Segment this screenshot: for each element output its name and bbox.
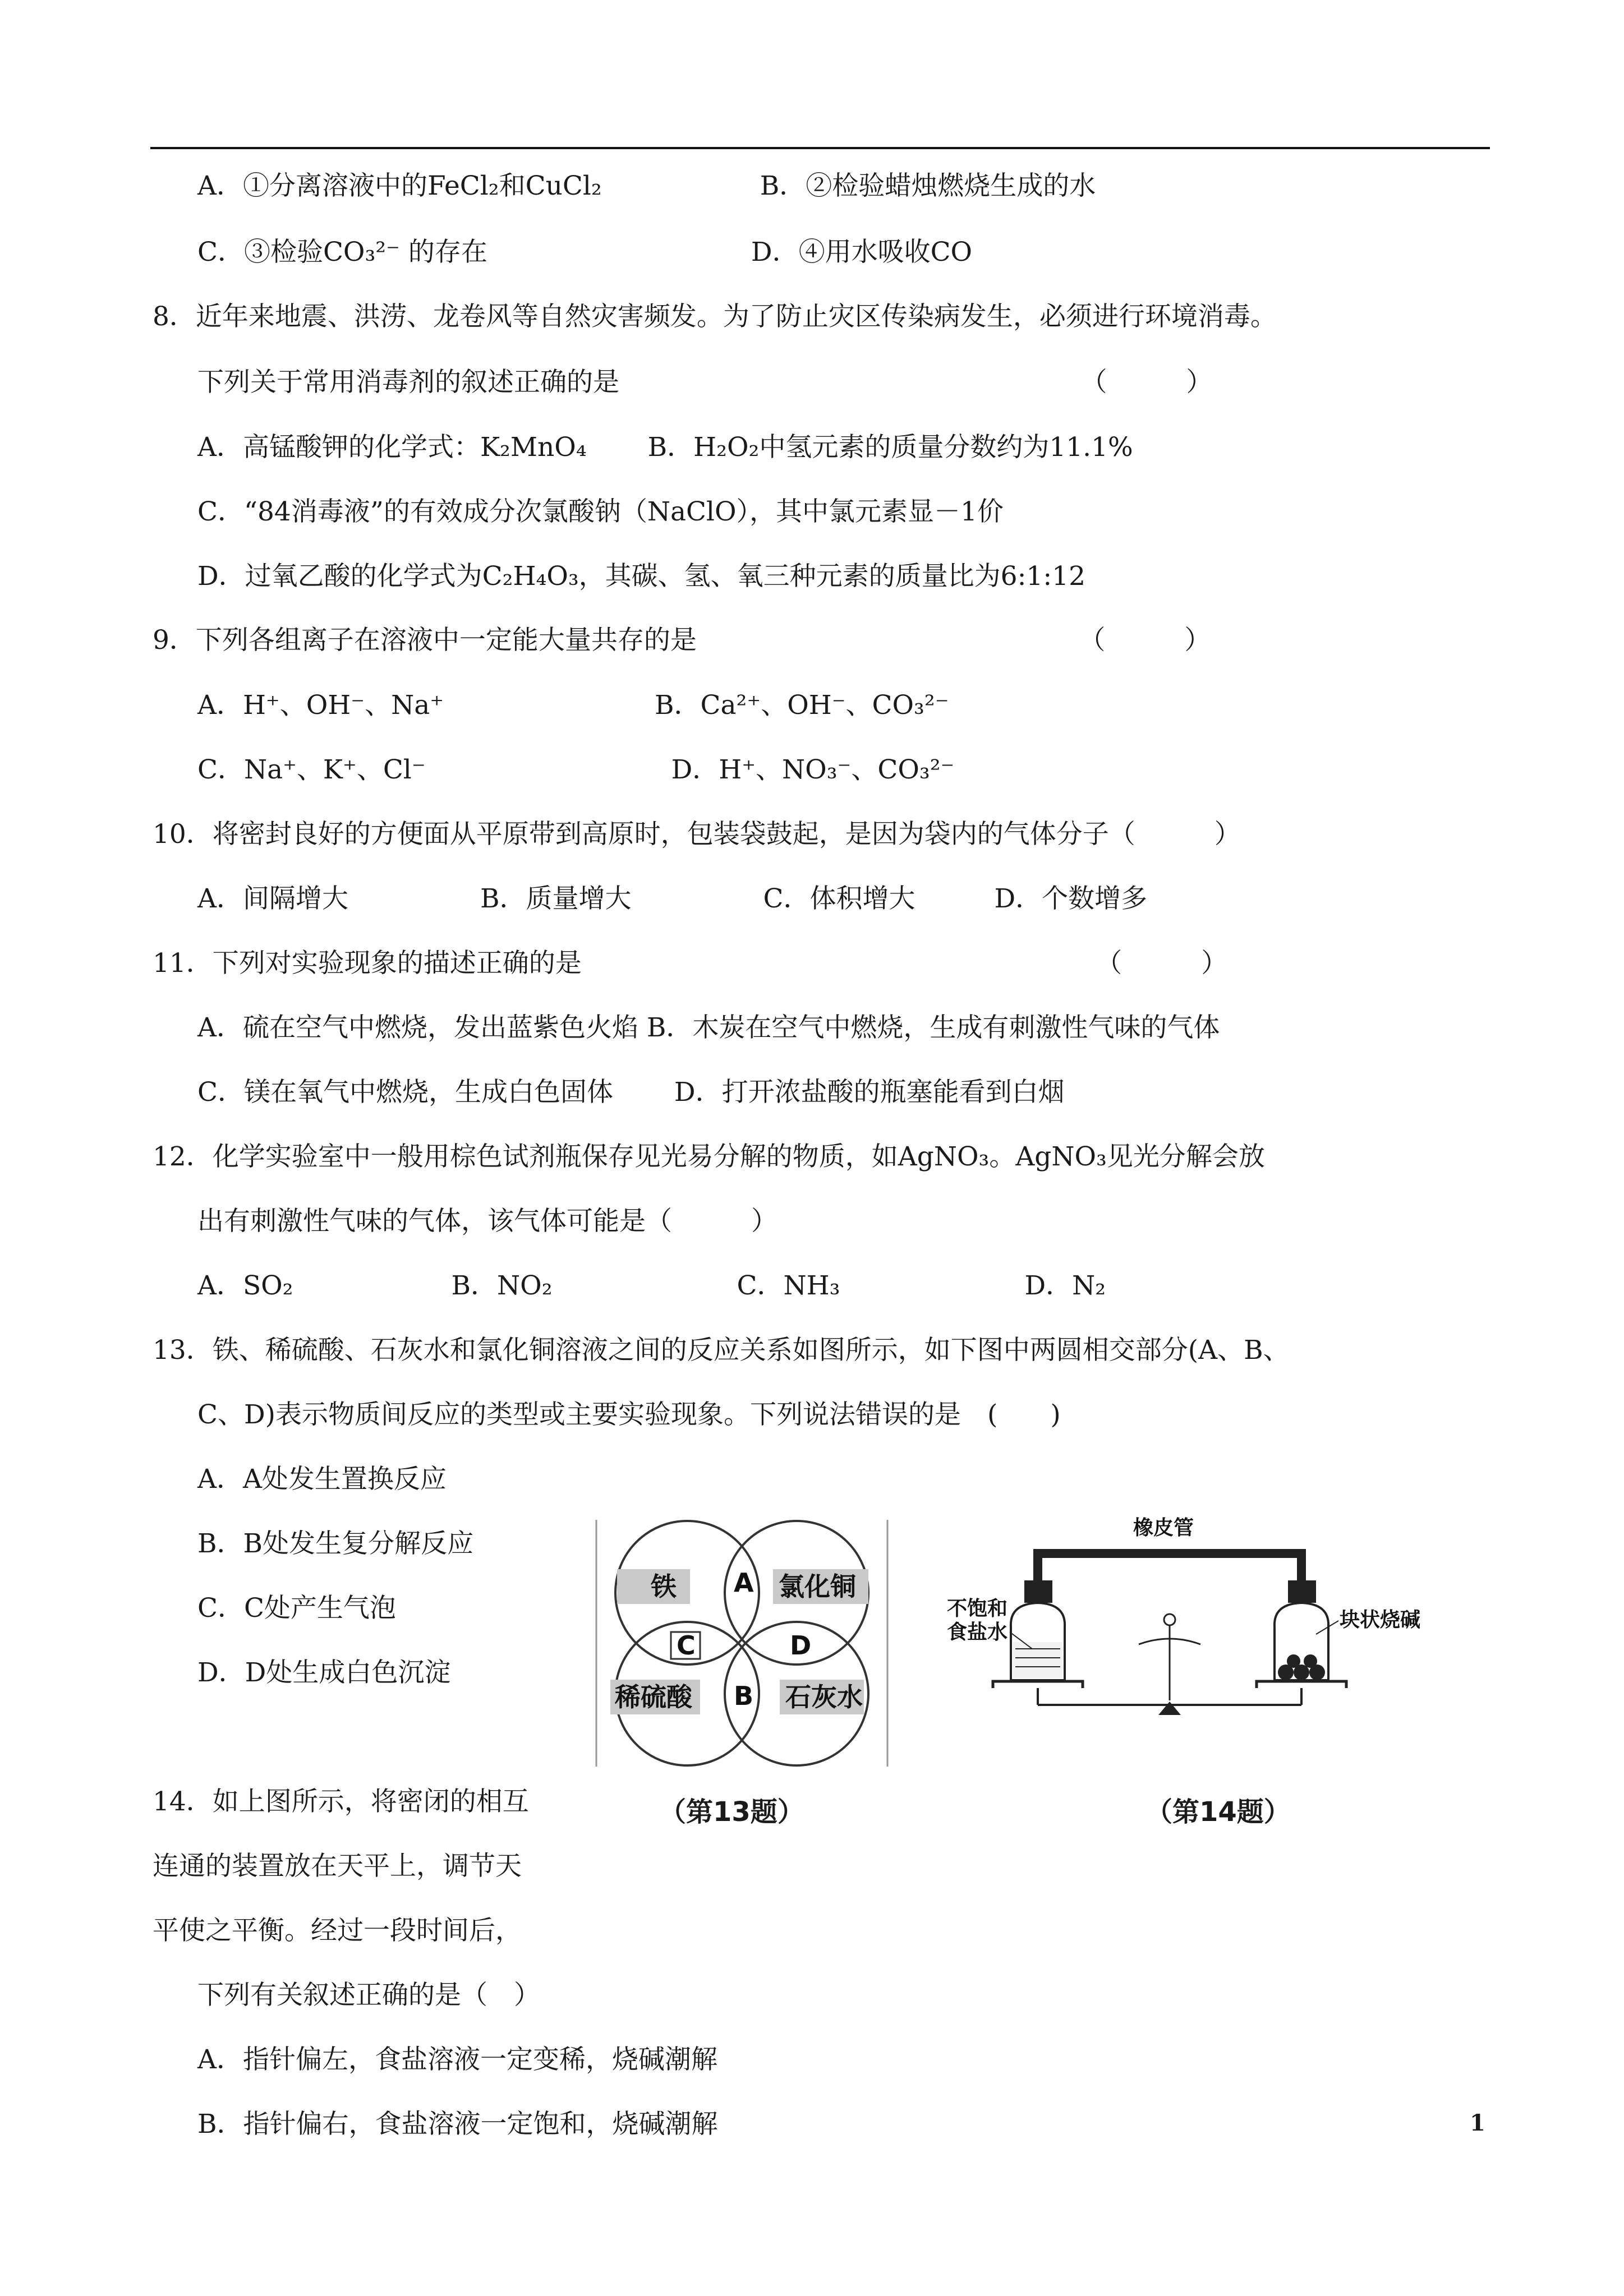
q12-options: A．SO₂ B．NO₂ C．NH₃ D．N₂ [197,1270,1106,1301]
q13-option-b: B．B处发生复分解反应 [197,1528,474,1559]
naoh-lump-4 [1287,1654,1300,1668]
q13-option-d: D．D处生成白色沉淀 [197,1657,451,1688]
figure-13-venn [595,1520,898,1767]
q13-option-c: C．C处产生气泡 [197,1593,396,1624]
figure-14-apparatus [942,1514,1492,1716]
q11-option-ab: A．硫在空气中燃烧，发出蓝紫色火焰 B．木炭在空气中燃烧，生成有刺激性气味的气体 [197,1012,1220,1043]
q13-stem-line1: 13．铁、稀硫酸、石灰水和氯化铜溶液之间的反应关系如图所示，如下图中两圆相交部分(A、B、 [153,1335,1290,1366]
q14-stem-line1: 14．如上图所示，将密闭的相互 [153,1786,529,1817]
rubber-tube [1038,1553,1301,1587]
q7-options-cd: C．③检验CO₃²⁻ 的存在 D．④用水吸收CO [197,237,973,268]
label-limewater: 石灰水 [785,1682,863,1712]
q12-stem-line2: 出有刺激性气味的气体，该气体可能是（ ） [197,1206,778,1237]
region-c: C [677,1630,696,1661]
right-stopper [1288,1580,1316,1603]
label-unsaturated: 不饱和 [947,1597,1008,1620]
q10-stem: 10．将密封良好的方便面从平原带到高原时，包装袋鼓起，是因为袋内的气体分子（ ） [153,819,1241,850]
q14-stem-line4: 下列有关叙述正确的是（ ） [197,1980,540,2011]
q13-option-a: A．A处发生置换反应 [197,1464,447,1495]
q9-stem: 9．下列各组离子在溶液中一定能大量共存的是 （ ） [153,625,1211,656]
right-pan [1257,1681,1346,1688]
header-rule [150,147,1490,149]
saline-solution [1013,1642,1062,1678]
q8-option-c: C．“84消毒液”的有效成分次氯酸钠（NaClO），其中氯元素显－1价 [197,496,1004,527]
figure-13-caption: （第13题） [659,1796,804,1828]
q8-option-d: D．过氧乙酸的化学式为C₂H₄O₃，其碳、氢、氧三种元素的质量比为6:1:12 [197,561,1085,592]
q13-stem-line2: C、D)表示物质间反应的类型或主要实验现象。下列说法错误的是 ( ) [197,1399,1061,1430]
label-saline-water: 食盐水 [947,1621,1008,1644]
left-stopper [1024,1580,1052,1603]
q12-stem-line1: 12．化学实验室中一般用棕色试剂瓶保存见光易分解的物质，如AgNO₃。AgNO₃见光分解会放 [153,1141,1265,1172]
region-d: D [790,1630,812,1661]
label-lump-naoh: 块状烧碱 [1340,1608,1421,1631]
q11-stem: 11．下列对实验现象的描述正确的是 （ ） [153,948,1228,979]
q8-stem-line2: 下列关于常用消毒剂的叙述正确的是 （ ） [197,367,1213,398]
q14-option-a: A．指针偏左，食盐溶液一定变稀，烧碱潮解 [197,2044,717,2075]
region-b: B [734,1681,754,1711]
label-iron: 铁 [651,1571,677,1602]
balance-base [1158,1702,1181,1715]
label-rubber-tube: 橡皮管 [1133,1516,1194,1539]
q7-options-ab: A．①分离溶液中的FeCl₂和CuCl₂ B．②检验蜡烛燃烧生成的水 [197,170,1096,201]
q14-option-b: B．指针偏右，食盐溶液一定饱和，烧碱潮解 [197,2109,718,2140]
q14-stem-line3: 平使之平衡。经过一段时间后， [153,1915,522,1946]
q8-stem-line1: 8．近年来地震、洪涝、龙卷风等自然灾害频发。为了防止灾区传染病发生，必须进行环境消毒。 [153,301,1277,332]
q11-option-cd: C．镁在氧气中燃烧，生成白色固体 D．打开浓盐酸的瓶塞能看到白烟 [197,1077,1065,1108]
q9-option-cd: C．Na⁺、K⁺、Cl⁻ D．H⁺、NO₃⁻、CO₃²⁻ [197,754,955,785]
figure-14-caption: （第14题） [1145,1796,1291,1828]
q10-options: A．间隔增大 B．质量增大 C．体积增大 D．个数增多 [197,883,1148,914]
naoh-lump-5 [1304,1654,1317,1668]
region-a: A [734,1567,754,1598]
label-copper-chloride: 氯化铜 [779,1571,856,1602]
label-sulfuric-acid: 稀硫酸 [615,1682,692,1712]
q9-option-ab: A．H⁺、OH⁻、Na⁺ B．Ca²⁺、OH⁻、CO₃²⁻ [197,690,949,721]
left-pan [993,1681,1083,1688]
page-number: 1 [1470,2110,1485,2136]
q8-option-ab: A．高锰酸钾的化学式：K₂MnO₄ B．H₂O₂中氢元素的质量分数约为11.1% [197,432,1133,463]
q14-stem-line2: 连通的装置放在天平上，调节天 [153,1851,522,1882]
pointer-pivot [1164,1614,1175,1625]
